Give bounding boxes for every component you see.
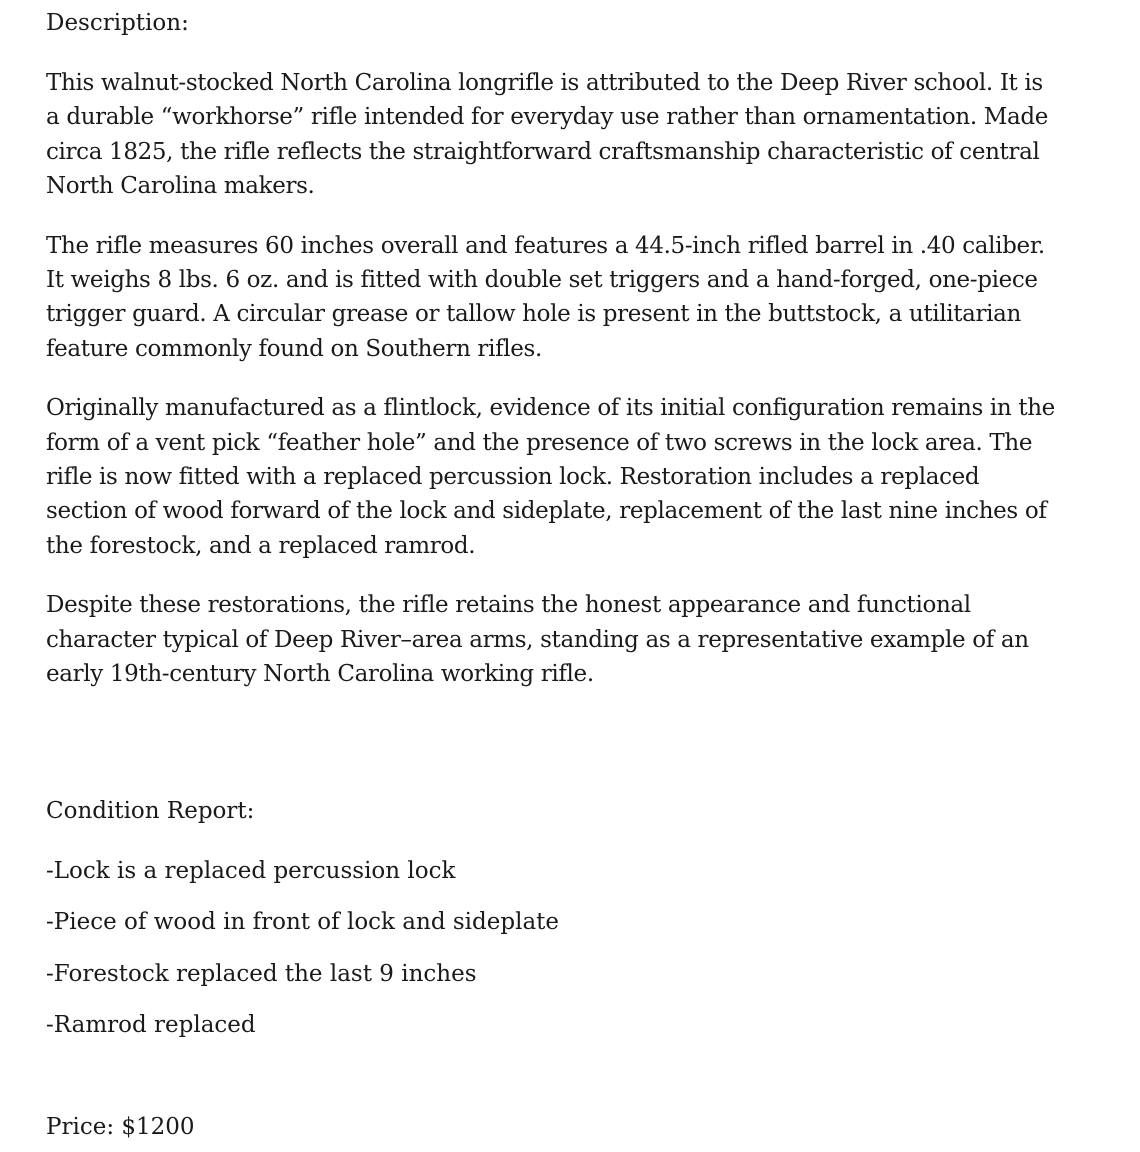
description-paragraph: Despite these restorations, the rifle retains the honest appearance and functional character typical of Deep River–area arms, standing as a representative example of an early 19th-century North Carolina working rifle. xyxy=(46,592,1029,688)
listing-content xyxy=(46,6,1056,1144)
condition-report-heading: Condition Report: xyxy=(46,797,255,824)
price-label: Price: $1200 xyxy=(46,1114,195,1140)
condition-item: -Lock is a replaced percussion lock xyxy=(46,857,456,884)
condition-report-list xyxy=(46,854,1056,1043)
condition-item: -Ramrod replaced xyxy=(46,1012,256,1038)
description-paragraph: Originally manufactured as a flintlock, evidence of its initial configuration remains in the form of a vent pick “feather hole” and the presence of two screws in the lock area. The rifle is now fitted with a replaced percussion lock. Restoration includes a replaced section of wood forward of the lock and sideplate, replacement of the last nine inches of the forestock, and a replaced ramrod. xyxy=(46,395,1055,559)
condition-item: -Piece of wood in front of lock and sideplate xyxy=(46,909,560,935)
description-paragraph: The rifle measures 60 inches overall and features a 44.5-inch rifled barrel in .40 caliber. It weighs 8 lbs. 6 oz. and is fitted with double set triggers and a hand-forged, one-piece trigger guard. A circular grease or tallow hole is present in the buttstock, a utilitarian feature commonly found on Southern rifles. xyxy=(46,232,1045,362)
description-paragraph: This walnut-stocked North Carolina longrifle is attributed to the Deep River school. It is a durable “workhorse” rifle intended for everyday use rather than ornamentation. Made circa 1825, the rifle reflects the straightforward craftsmanship characteristic of central North Carolina makers. xyxy=(46,70,1048,200)
description-heading: Description: xyxy=(46,10,189,36)
condition-item: -Forestock replaced the last 9 inches xyxy=(46,960,477,987)
